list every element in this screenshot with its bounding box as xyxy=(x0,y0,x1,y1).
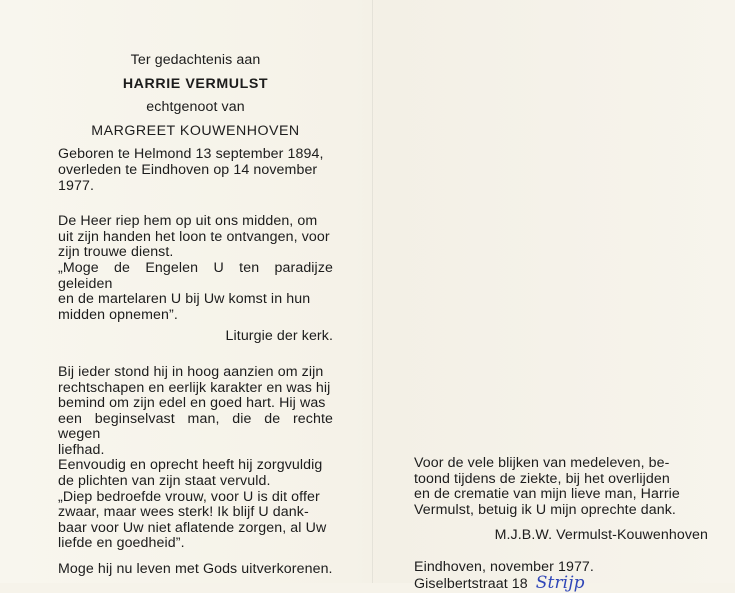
text-line: uit zijn handen het loon te ontvangen, voor xyxy=(58,228,330,245)
intro-line: Ter gedachtenis aan xyxy=(130,52,261,68)
thanks-paragraph xyxy=(414,456,708,518)
text-line: midden opnemen”. xyxy=(58,306,178,323)
text-line: Geboren te Helmond 13 september 1894, xyxy=(58,146,324,163)
text-line: Voor de vele blijken van medeleven, be- xyxy=(414,455,670,471)
text-line: Bij ieder stond hij in hoog aanzien om zijn xyxy=(58,363,324,380)
spouse-name: MARGREET KOUWENHOVEN xyxy=(91,122,300,139)
text-line: 1977. xyxy=(58,177,95,194)
text-line: de plichten van zijn staat vervuld. xyxy=(58,473,271,490)
closing-line: Moge hij nu leven met Gods uitverkorenen. xyxy=(58,561,333,578)
text-line: en de martelaren U bij Uw komst in hun xyxy=(58,291,311,308)
character-paragraph xyxy=(58,365,333,459)
text-line: De Heer riep hem op uit ons midden, om xyxy=(58,213,318,230)
quote-paragraph xyxy=(58,261,333,323)
left-panel xyxy=(58,53,333,578)
text-line: „Diep bedroefde vrouw, voor U is dit offer xyxy=(58,488,320,505)
birth-death-paragraph xyxy=(58,147,333,194)
place-date: Eindhoven, november 1977. xyxy=(414,558,594,575)
farewell-paragraph xyxy=(58,490,333,552)
address-line xyxy=(414,572,708,593)
text-line: Eenvoudig en oprecht heeft hij zorgvuldig xyxy=(58,457,323,474)
text-line: toond tijdens de ziekte, bij het overlijden xyxy=(414,470,670,487)
text-line: rechtschapen en eerlijk karakter en was hij xyxy=(58,379,331,396)
text-line: liefde en goedheid”. xyxy=(58,535,185,552)
text-line: en de crematie van mijn lieve man, Harrie xyxy=(414,486,680,503)
deceased-name: HARRIE VERMULST xyxy=(122,75,269,92)
quote-source: Liturgie der kerk. xyxy=(225,328,333,345)
text-line: bemind om zijn edel en goed hart. Hij was xyxy=(58,395,326,412)
street-address: Giselbertstraat 18 xyxy=(414,575,528,592)
text-line: „Moge de Engelen U ten paradijze geleiden xyxy=(58,259,333,292)
duties-paragraph xyxy=(58,458,333,489)
text-line: zijn trouwe dienst. xyxy=(58,244,174,261)
text-line: zwaar, maar wees sterk! Ik blijf U dank- xyxy=(58,504,309,521)
relation-line: echtgenoot van xyxy=(146,99,245,116)
right-panel xyxy=(414,456,708,592)
prayer-paragraph xyxy=(58,214,333,261)
signature: M.J.B.W. Vermulst-Kouwenhoven xyxy=(494,527,708,544)
text-line: baar voor Uw niet aflatende zorgen, al Uw xyxy=(58,519,327,536)
text-line: overleden te Eindhoven op 14 november xyxy=(58,161,318,178)
text-line: liefhad. xyxy=(58,441,105,458)
text-line: Vermulst, betuig ik U mijn oprechte dank. xyxy=(414,501,676,518)
text-line: een beginselvast man, die de rechte wegen xyxy=(58,410,333,443)
handwritten-note: Strijp xyxy=(535,572,585,593)
card-fold xyxy=(372,0,373,583)
